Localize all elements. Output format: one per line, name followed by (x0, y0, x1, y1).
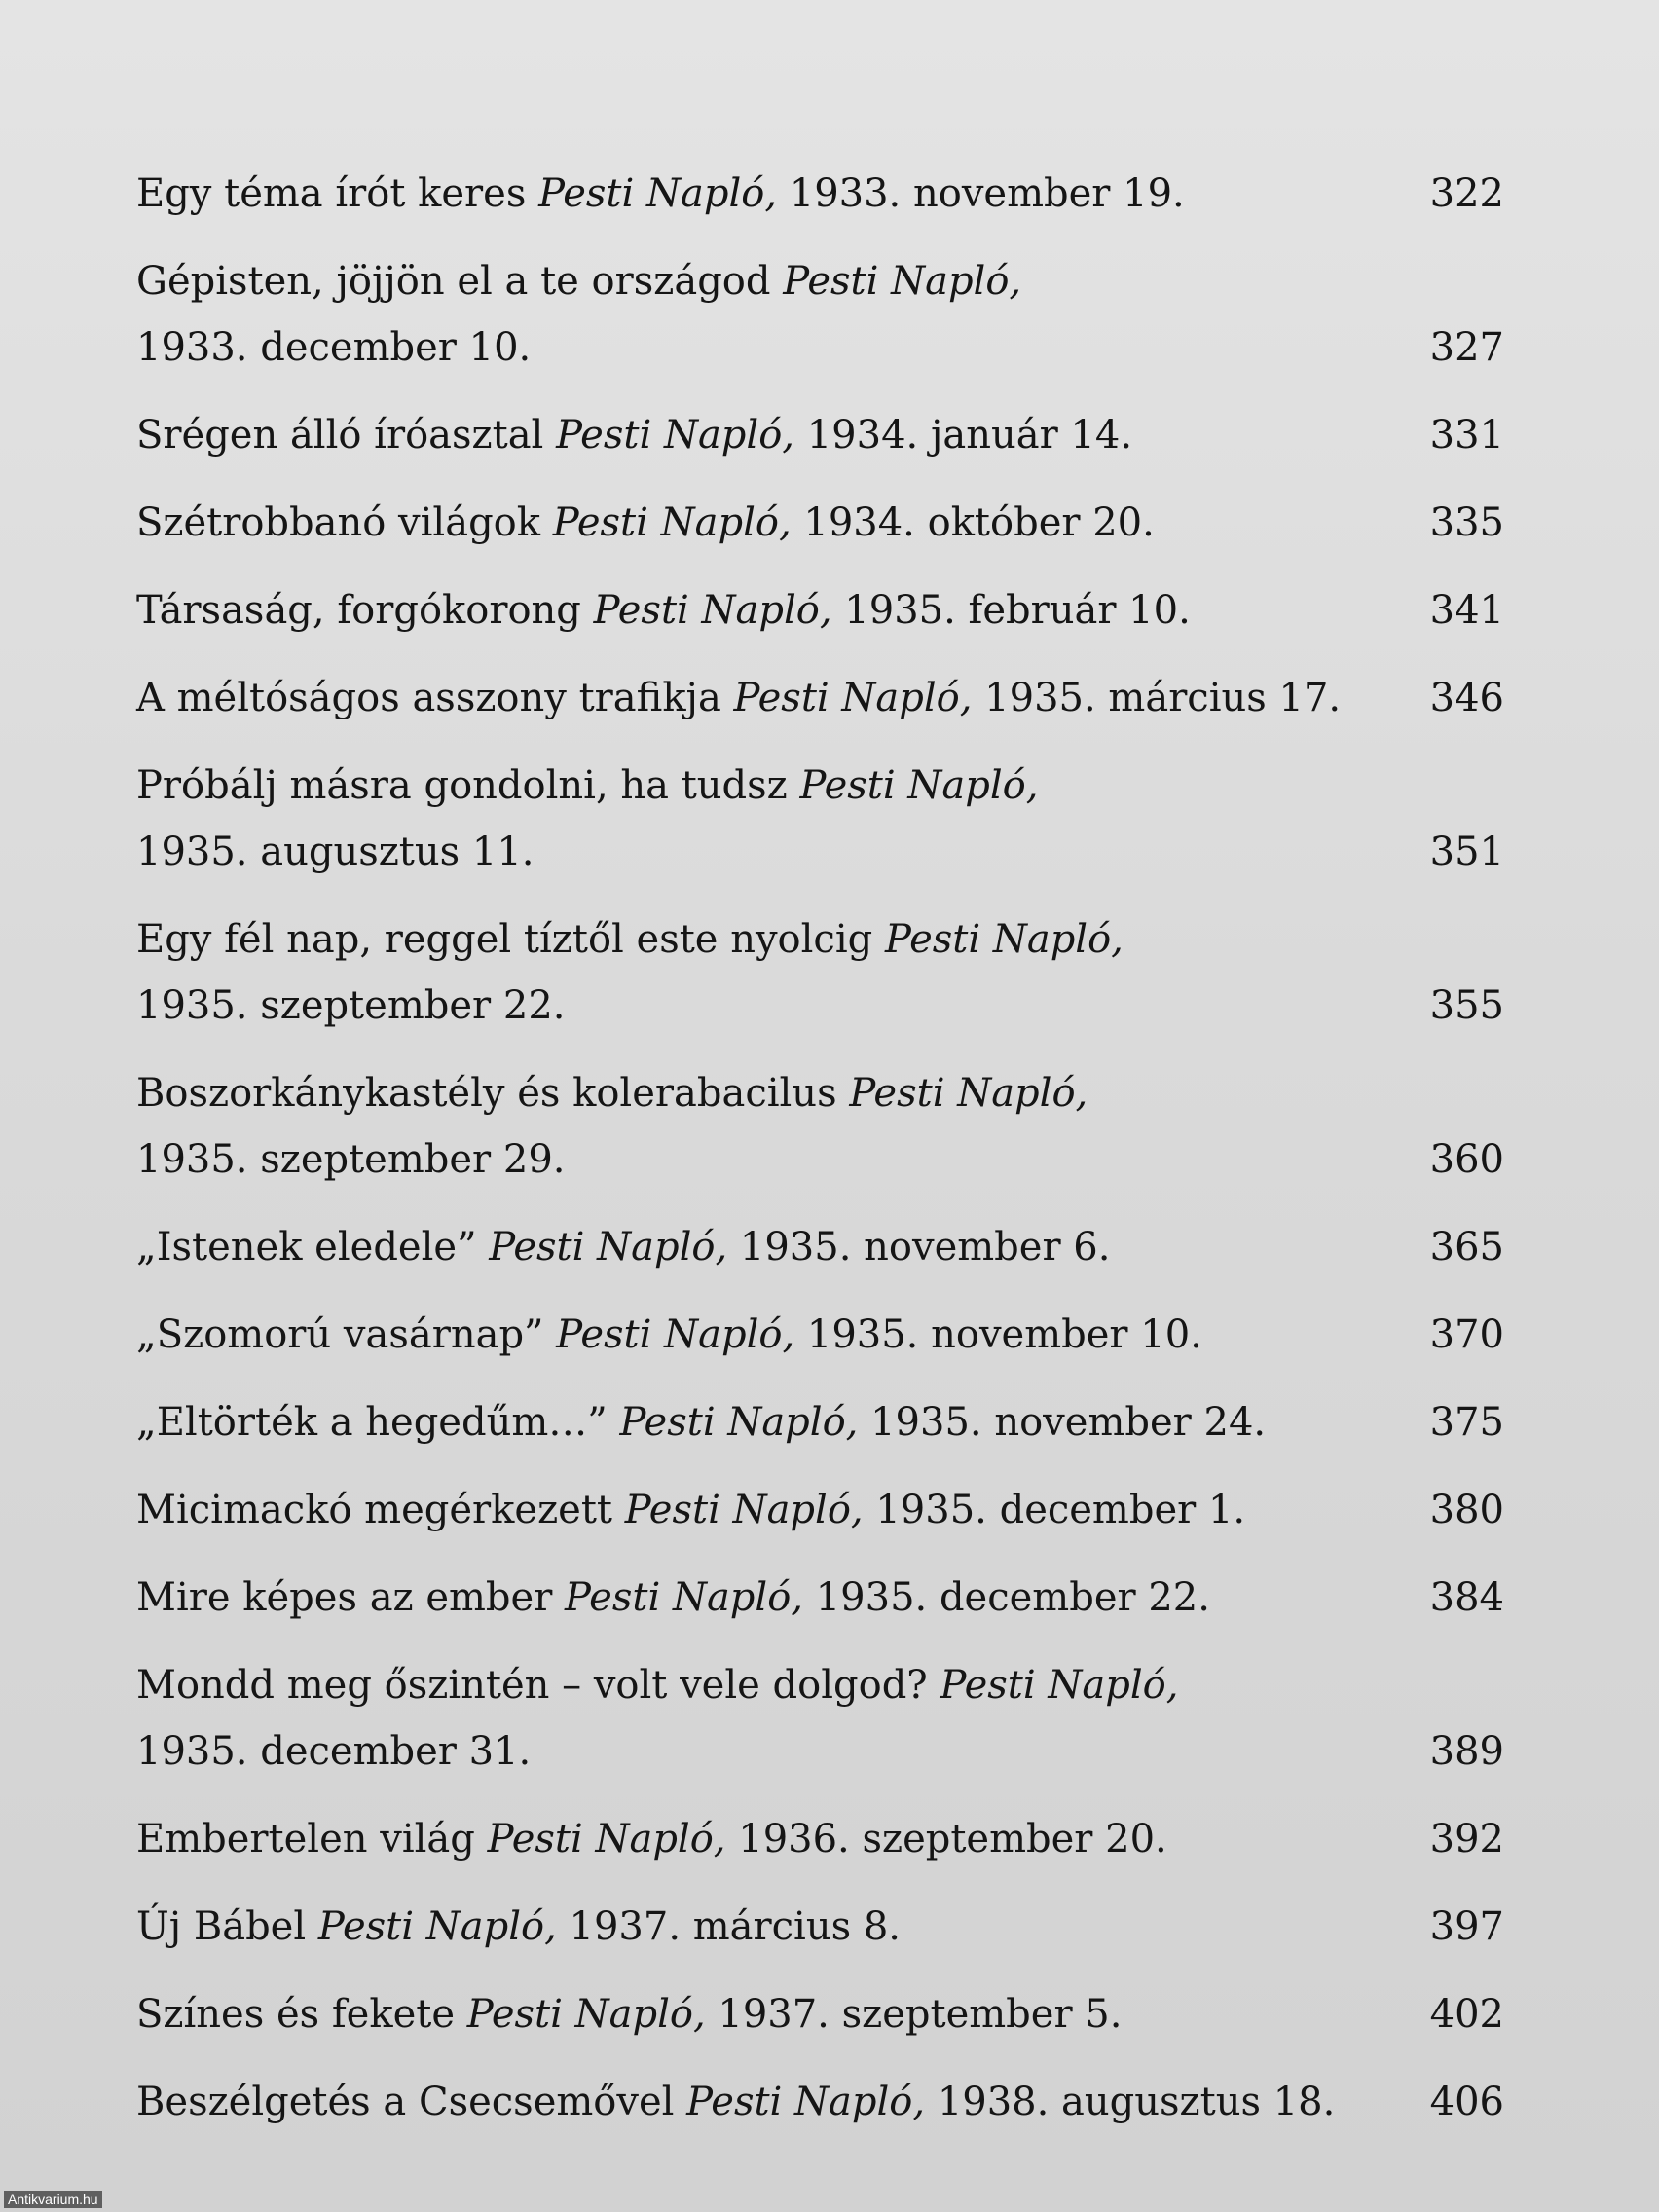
toc-entry-title: Szétrobbanó világok (136, 500, 553, 545)
toc-entry-title: Srégen álló íróasztal (136, 413, 557, 458)
toc-entry (136, 248, 1504, 381)
toc-entry (136, 2069, 1504, 2135)
toc-entry-date: 1935. december 31. (136, 1729, 532, 1774)
toc-entry (136, 490, 1504, 556)
dot-leader (1181, 1819, 1399, 1858)
toc-entry-source: Pesti Napló, (686, 2080, 926, 2124)
toc-entry-text (136, 1214, 1110, 1280)
toc-page-number: 370 (1429, 1312, 1504, 1357)
toc-entry-line (136, 973, 1504, 1039)
toc-entry-date: 1935. szeptember 22. (136, 983, 566, 1028)
toc-entry-line (136, 1389, 1504, 1456)
toc-entry-source: Pesti Napló, (552, 500, 792, 545)
toc-entry-text (136, 906, 1124, 973)
toc-entry (136, 906, 1504, 1039)
toc-entry (136, 1214, 1504, 1280)
toc-entry (136, 402, 1504, 468)
toc-entry-source: Pesti Napló, (849, 1071, 1088, 1116)
toc-page-number: 380 (1429, 1488, 1504, 1532)
dot-leader (1259, 1490, 1399, 1529)
toc-entry (136, 161, 1504, 227)
toc-entry-text (136, 2069, 1335, 2135)
dot-leader (544, 1731, 1399, 1770)
dot-leader (1224, 1577, 1399, 1616)
toc-page-number: 402 (1429, 1992, 1504, 2037)
toc-entry-line (136, 402, 1504, 468)
dot-leader (1135, 1994, 1399, 2033)
dot-leader (1198, 173, 1399, 212)
toc-page-number: 375 (1429, 1400, 1504, 1445)
dot-leader (1204, 590, 1399, 629)
toc-entry-source: Pesti Napló, (733, 676, 973, 720)
toc-entry-title: „Szomorú vasárnap” (136, 1312, 557, 1357)
toc-entry-date: 1938. augusztus 18. (925, 2080, 1336, 2124)
toc-entry-title: Micimackó megérkezett (136, 1488, 625, 1532)
toc-entry-title: Színes és fekete (136, 1992, 467, 2037)
toc-page-number: 360 (1429, 1137, 1504, 1182)
toc-entry-date: 1936. szeptember 20. (725, 1817, 1167, 1862)
toc-entry-title: Gépisten, jöjjön el a te országod (136, 259, 784, 304)
toc-entry-date: 1935. március 17. (972, 676, 1342, 720)
toc-entry-line (136, 1806, 1504, 1872)
toc-entry-date: 1934. január 14. (794, 413, 1133, 458)
toc-entry-text (136, 1652, 1178, 1718)
toc-entry-source: Pesti Napló, (317, 1904, 557, 1949)
toc-entry-source: Pesti Napló, (624, 1488, 864, 1532)
toc-entry (136, 1302, 1504, 1368)
toc-entry-source: Pesti Napló, (593, 588, 832, 633)
toc-entry (136, 577, 1504, 644)
dot-leader (1124, 1227, 1399, 1266)
toc-page-number: 351 (1429, 830, 1504, 874)
dot-leader (544, 327, 1399, 366)
toc-entry-title: A méltóságos asszony trafikja (136, 676, 734, 720)
toc-entry-text (136, 1477, 1245, 1543)
table-of-contents (136, 161, 1504, 2157)
toc-entry-line (136, 314, 1504, 381)
toc-entry-date: 1935. február 10. (831, 588, 1191, 633)
toc-entry-line (136, 753, 1504, 819)
toc-entry-line (136, 1718, 1504, 1785)
toc-entry-line (136, 819, 1504, 885)
toc-entry-line (136, 1652, 1504, 1718)
toc-entry-title: Egy téma írót keres (136, 171, 539, 216)
toc-page-number: 331 (1429, 413, 1504, 458)
toc-entry-date: 1935. december 22. (803, 1575, 1210, 1620)
toc-entry-line (136, 490, 1504, 556)
toc-entry-title: Új Bábel (136, 1904, 318, 1949)
dot-leader (1146, 415, 1399, 454)
toc-entry-line (136, 248, 1504, 314)
toc-entry-date: 1935. szeptember 29. (136, 1137, 566, 1182)
toc-entry-text (136, 1060, 1088, 1126)
toc-page-number: 355 (1429, 983, 1504, 1028)
toc-entry-source: Pesti Napló, (565, 1575, 803, 1620)
toc-entry-text (136, 402, 1132, 468)
toc-entry (136, 1894, 1504, 1960)
toc-page-number: 397 (1429, 1904, 1504, 1949)
toc-entry-title: Mondd meg őszintén – volt vele dolgod? (136, 1663, 940, 1708)
toc-entry-line (136, 1126, 1504, 1193)
toc-entry-line (136, 665, 1504, 731)
toc-entry-text (136, 1981, 1122, 2047)
toc-entry-line (136, 1060, 1504, 1126)
toc-entry-date: 1935. november 6. (727, 1225, 1111, 1270)
dot-leader (1279, 1402, 1399, 1441)
toc-entry-source: Pesti Napló, (556, 413, 795, 458)
toc-entry (136, 665, 1504, 731)
toc-page-number: 322 (1429, 171, 1504, 216)
toc-entry (136, 1981, 1504, 2047)
toc-entry-text (136, 314, 531, 381)
toc-entry-title: Embertelen világ (136, 1817, 488, 1862)
toc-entry-date: 1935. december 1. (863, 1488, 1246, 1532)
toc-entry-text (136, 248, 1021, 314)
toc-entry (136, 1060, 1504, 1193)
dot-leader (1354, 678, 1399, 717)
toc-entry-date: 1937. szeptember 5. (705, 1992, 1123, 2037)
toc-entry-source: Pesti Napló, (487, 1817, 726, 1862)
toc-entry-title: Mire képes az ember (136, 1575, 566, 1620)
toc-entry-line (136, 1214, 1504, 1280)
toc-entry-line (136, 2069, 1504, 2135)
toc-entry (136, 1652, 1504, 1785)
watermark: Antikvarium.hu (4, 2191, 102, 2208)
toc-entry-source: Pesti Napló, (556, 1312, 795, 1357)
toc-entry-line (136, 1477, 1504, 1543)
toc-entry-text (136, 1302, 1202, 1368)
toc-entry-source: Pesti Napló, (799, 763, 1039, 808)
toc-page-number: 384 (1429, 1575, 1504, 1620)
toc-entry-line (136, 577, 1504, 644)
toc-entry-date: 1935. november 24. (858, 1400, 1267, 1445)
toc-entry-source: Pesti Napló, (619, 1400, 859, 1445)
toc-page-number: 365 (1429, 1225, 1504, 1270)
dot-leader (579, 985, 1399, 1024)
toc-entry-line (136, 161, 1504, 227)
toc-entry-text (136, 161, 1185, 227)
toc-entry-text (136, 490, 1155, 556)
toc-entry-source: Pesti Napló, (466, 1992, 706, 2037)
toc-entry-title: „Eltörték a hegedűm…” (136, 1400, 620, 1445)
toc-entry-text (136, 577, 1191, 644)
toc-entry-date: 1933. november 19. (777, 171, 1185, 216)
toc-entry-date: 1935. augusztus 11. (136, 830, 535, 874)
toc-entry-text (136, 665, 1341, 731)
dot-leader (1348, 2082, 1399, 2120)
toc-entry-date: 1937. március 8. (556, 1904, 902, 1949)
toc-entry-title: Boszorkánykastély és kolerabacilus (136, 1071, 850, 1116)
toc-entry-source: Pesti Napló, (489, 1225, 728, 1270)
toc-entry-source: Pesti Napló, (940, 1663, 1179, 1708)
toc-page-number: 392 (1429, 1817, 1504, 1862)
dot-leader (914, 1906, 1399, 1945)
toc-entry-text (136, 1126, 566, 1193)
toc-entry-title: Egy fél nap, reggel tíztől este nyolcig (136, 917, 885, 962)
toc-entry-line (136, 906, 1504, 973)
toc-entry-source: Pesti Napló, (884, 917, 1124, 962)
toc-entry-title: Próbálj másra gondolni, ha tudsz (136, 763, 800, 808)
toc-entry-line (136, 1302, 1504, 1368)
toc-entry-title: Beszélgetés a Csecsemővel (136, 2080, 687, 2124)
toc-entry-text (136, 1806, 1167, 1872)
dot-leader (1168, 502, 1399, 541)
toc-page-number: 346 (1429, 676, 1504, 720)
toc-entry-text (136, 819, 535, 885)
toc-page-number: 389 (1429, 1729, 1504, 1774)
toc-entry-text (136, 973, 566, 1039)
toc-entry-title: Társaság, forgókorong (136, 588, 594, 633)
toc-entry-title: „Istenek eledele” (136, 1225, 490, 1270)
toc-entry-date: 1934. október 20. (791, 500, 1155, 545)
toc-page-number: 327 (1429, 325, 1504, 370)
dot-leader (579, 1139, 1399, 1178)
toc-entry-date: 1935. november 10. (794, 1312, 1202, 1357)
toc-entry-line (136, 1565, 1504, 1631)
toc-entry (136, 1806, 1504, 1872)
toc-entry-line (136, 1894, 1504, 1960)
dot-leader (1216, 1314, 1399, 1353)
dot-leader (548, 831, 1400, 870)
toc-page-number: 406 (1429, 2080, 1504, 2124)
toc-entry-text (136, 1389, 1266, 1456)
toc-entry-date: 1933. december 10. (136, 325, 532, 370)
toc-entry-text (136, 1894, 901, 1960)
toc-entry (136, 753, 1504, 885)
toc-entry (136, 1389, 1504, 1456)
toc-entry-text (136, 1565, 1210, 1631)
toc-entry-source: Pesti Napló, (538, 171, 778, 216)
toc-page-number: 335 (1429, 500, 1504, 545)
toc-entry (136, 1477, 1504, 1543)
toc-entry-line (136, 1981, 1504, 2047)
toc-entry-text (136, 753, 1038, 819)
toc-entry-text (136, 1718, 531, 1785)
toc-entry-source: Pesti Napló, (783, 259, 1022, 304)
toc-page-number: 341 (1429, 588, 1504, 633)
toc-entry (136, 1565, 1504, 1631)
